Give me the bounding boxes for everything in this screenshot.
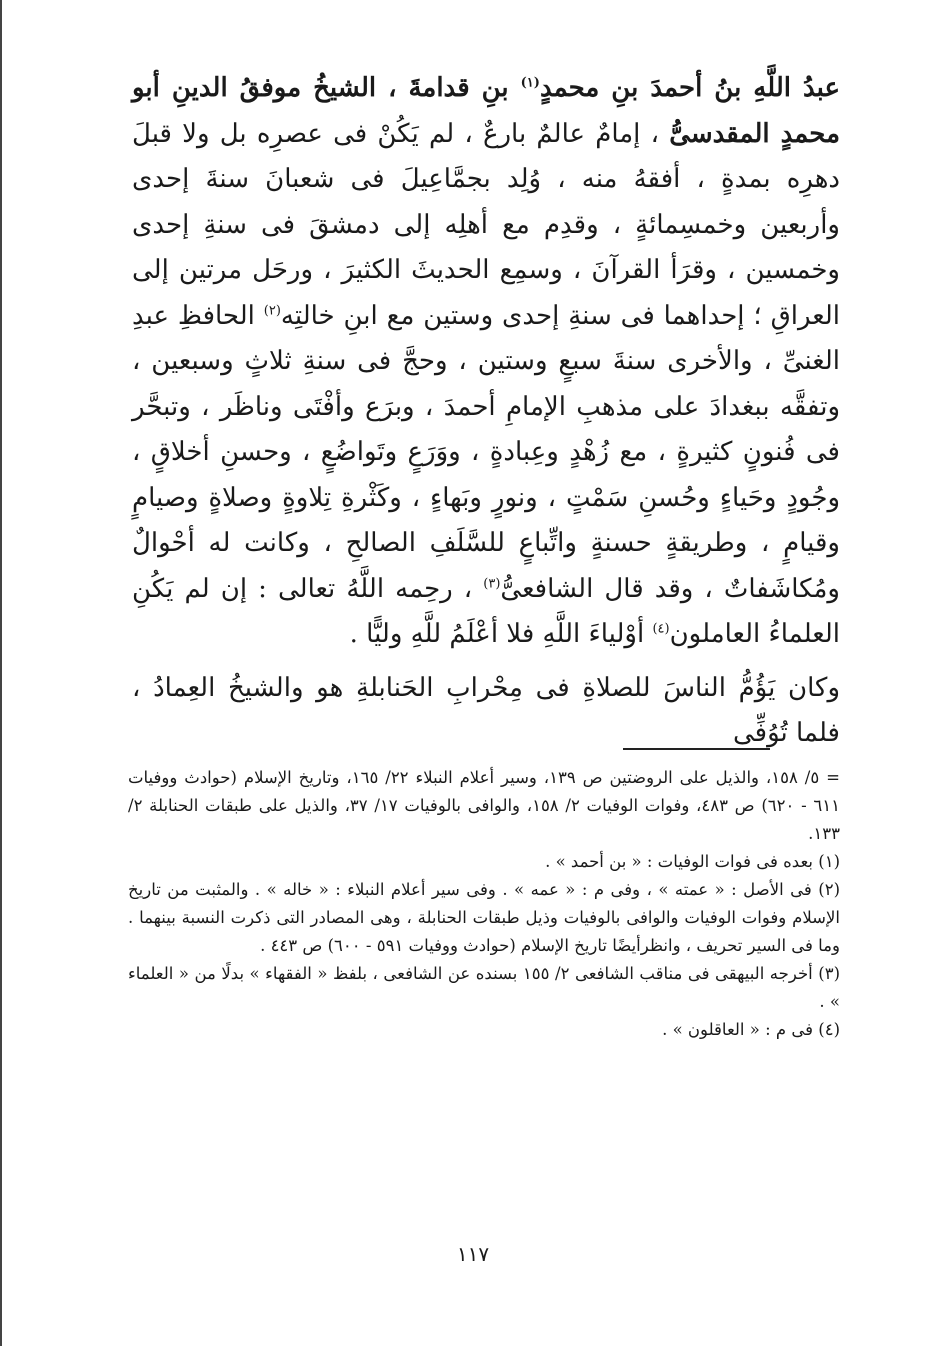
footnote-marker-1: (١) (520, 75, 540, 91)
paragraph-1-text-c: ، رحِمه اللَّهُ تعالى : إن لم يَكُنِ العلماءُ العاملون (132, 573, 840, 649)
footnote-divider (623, 748, 770, 750)
paragraph-1-text-b: الحافظِ عبدِ الغنىِّ ، والأخرى سنةَ سبعٍ وستين ، وحجَّ فى سنةِ ثلاثٍ وسبعين ، وتفقَّه ببغدادَ على مذهبِ الإمامِ أحمدَ ، وبرَع وأفْتَى وناظَر ، وتبحَّر فى فُنونٍ كثيرةٍ ، مع زُهْدٍ وعِبادةٍ ، ووَرَعٍ وتَواضُعٍ ، وحسنِ أخلاقٍ ، وجُودٍ وحَياءٍ وحُسنِ سَمْتٍ ، ونورٍ وبَهاءٍ ، وكَثْرةِ تِلاوةٍ وصلاةٍ وصيامٍ وقيامٍ ، وطريقةٍ حسنةٍ واتِّباعٍ للسَّلَفِ الصالحِ ، وكانت له أحْوالٌ ومُكاشَفاتٌ ، وقد قال الشافعىُّ (132, 300, 840, 604)
footnote-4: (٤) فى م : « العاقلون » . (662, 1020, 840, 1039)
footnote-2: (٢) فى الأصل : « عمته » ، وفى م : « عمه » . وفى سير أعلام النبلاء : « خاله » . والمثبت من تاريخ الإسلام وفوات الوفيات والوافى بالوفيات وذيل طبقات الحنابلة ، وهى المصادر التى ذكرت النسبة بينهما . وما فى السير تحريف ، وانظرأيضًا تاريخ الإسلام (حوادث ووفيات ٥٩١ - ٦٠٠) ص ٤٤٣ . (128, 880, 840, 955)
footnote-marker-3: (٣) (483, 575, 501, 591)
footnotes (128, 764, 840, 1044)
footnote-continuation: = ٥/ ١٥٨، والذيل على الروضتين ص ١٣٩، وسير أعلام النبلاء ٢٢/ ١٦٥، وتاريخ الإسلام (حوادث ووفيات ٦١١ - ٦٢٠) ص ٤٨٣، وفوات الوفيات ٢/ ١٥٨، والوافى بالوفيات ١٧/ ٣٧، والذيل على طبقات الحنابلة ٢/ ١٣٣. (128, 768, 840, 843)
paragraph-2: وكان يَؤُمُّ الناسَ للصلاةِ فى مِحْرابِ الحَنابلةِ هو والشيخُ العِمادُ ، فلما تُوُفِّى (132, 672, 840, 748)
paragraph-1 (132, 66, 840, 658)
footnote-3: (٣) أخرجه البيهقى فى مناقب الشافعى ٢/ ١٥٥ بسنده عن الشافعى ، بلفظ « الفقهاء » بدلًا من « العلماء » . (128, 964, 840, 1011)
paragraph-1-text-a: ، إمامٌ عالمٌ بارعٌ ، لم يَكُنْ فى عصرِه بل ولا قبلَ دهرِه بمدةٍ ، أفقهُ منه ، وُلِد بجمَّاعِيلَ فى شعبانَ سنةَ إحدى وأربعين وخمسِمائةٍ ، وقدِم مع أهلِه إلى دمشقَ فى سنةِ إحدى وخمسين ، وقرَأ القرآنَ ، وسمِع الحديثَ الكثيرَ ، ورحَل مرتين إلى العراقِ ؛ إحداهما فى سنةِ إحدى وستين مع ابنِ خالتِه (132, 118, 840, 331)
page-edge (0, 0, 2, 1346)
footnote-marker-4: (٤) (652, 621, 670, 637)
entry-name-continued: بنِ قدامةَ ، الشيخُ موفقُ الدينِ أبو محمدٍ المقدسىُّ (132, 73, 840, 149)
paragraph-1-text-d: أوْلياءَ اللَّهِ فلا أعْلَمُ للَّهِ وليًّا . (349, 619, 653, 649)
footnote-marker-2: (٢) (263, 302, 281, 318)
main-text (132, 66, 840, 757)
footnote-1: (١) بعده فى فوات الوفيات : « بن أحمد » . (545, 852, 840, 871)
entry-name: عبدُ اللَّهِ بنُ أحمدَ بنِ محمدٍ (539, 73, 840, 103)
page-number: ١١٧ (456, 1242, 490, 1266)
